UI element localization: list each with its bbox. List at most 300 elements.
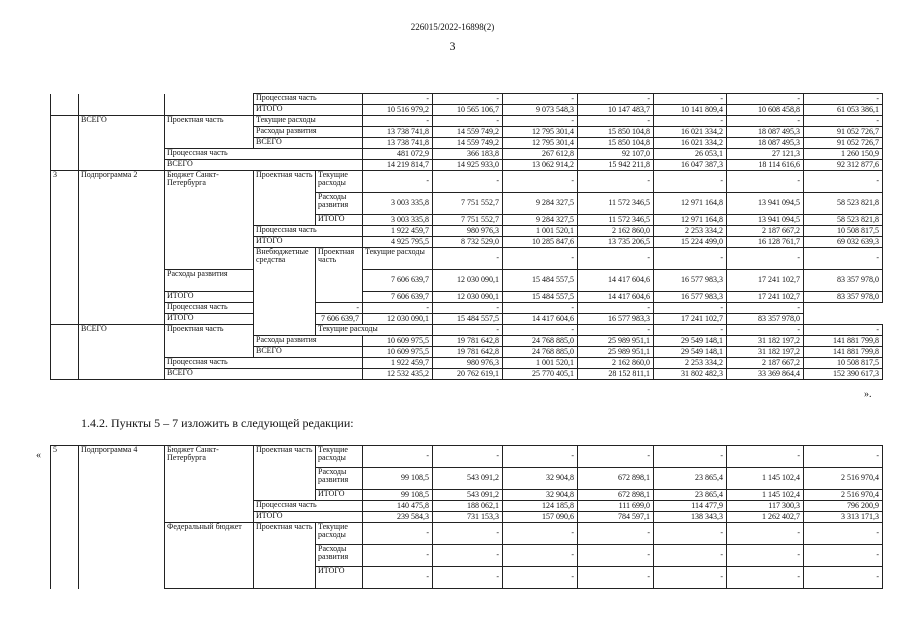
value-cell: 31 182 197,2 <box>727 336 804 347</box>
label-cell: Проектная часть <box>254 171 316 226</box>
value-cell: 141 881 799,8 <box>804 347 883 358</box>
value-cell: 15 850 104,8 <box>578 127 654 138</box>
table-row <box>51 446 883 468</box>
label-cell: Текущие расходы <box>363 248 433 270</box>
label-cell: Проектная часть <box>165 325 254 358</box>
value-cell: 7 751 552,7 <box>433 193 503 215</box>
value-cell: 2 253 334,2 <box>654 226 727 237</box>
label-cell <box>51 138 79 149</box>
value-cell: - <box>578 567 654 589</box>
label-cell <box>79 94 165 105</box>
closing-quote: ». <box>864 389 872 400</box>
label-cell <box>79 215 165 226</box>
value-cell: 24 768 885,0 <box>503 336 578 347</box>
value-cell: 91 052 726,7 <box>804 127 883 138</box>
value-cell: - <box>433 248 503 270</box>
value-cell: - <box>804 325 883 336</box>
value-cell: 7 606 639,7 <box>363 292 433 303</box>
value-cell: - <box>363 116 433 127</box>
value-cell: 27 121,3 <box>727 149 804 160</box>
label-cell: Проектная часть <box>165 116 254 149</box>
value-cell: 20 762 619,1 <box>433 369 503 380</box>
value-cell: - <box>804 446 883 468</box>
label-cell <box>79 303 165 314</box>
value-cell: 23 865,4 <box>654 468 727 490</box>
value-cell: 2 516 970,4 <box>804 490 883 501</box>
value-cell: 10 565 106,7 <box>433 105 503 116</box>
value-cell: 11 572 346,5 <box>578 215 654 226</box>
label-cell: Текущие расходы <box>316 325 433 336</box>
value-cell: - <box>578 446 654 468</box>
label-cell <box>51 237 79 248</box>
value-cell: 543 091,2 <box>433 490 503 501</box>
value-cell: - <box>363 171 433 193</box>
label-cell <box>51 94 79 105</box>
value-cell: - <box>363 567 433 589</box>
value-cell: 2 253 334,2 <box>654 358 727 369</box>
table-row <box>51 149 883 160</box>
value-cell: 26 053,1 <box>654 149 727 160</box>
value-cell: 2 516 970,4 <box>804 468 883 490</box>
label-cell: Проектная часть <box>254 523 316 589</box>
value-cell: - <box>654 545 727 567</box>
label-cell: ВСЕГО <box>79 116 165 127</box>
value-cell: - <box>363 545 433 567</box>
value-cell: 1 001 520,1 <box>503 226 578 237</box>
label-cell <box>79 149 165 160</box>
label-cell <box>51 347 79 358</box>
value-cell: 267 612,8 <box>503 149 578 160</box>
table-row <box>51 292 883 303</box>
label-cell <box>51 358 79 369</box>
label-cell: Расходы развития <box>316 193 363 215</box>
value-cell: - <box>804 545 883 567</box>
label-cell: ИТОГО <box>316 490 363 501</box>
label-cell: ИТОГО <box>165 314 316 325</box>
value-cell: - <box>433 116 503 127</box>
label-cell <box>51 468 79 490</box>
value-cell: - <box>804 523 883 545</box>
value-cell: - <box>363 303 433 314</box>
label-cell <box>51 116 79 127</box>
value-cell: - <box>503 116 578 127</box>
label-cell: Проектная часть <box>254 446 316 501</box>
value-cell: 12 030 090,1 <box>433 270 503 292</box>
value-cell: - <box>578 94 654 105</box>
value-cell: 14 417 604,6 <box>503 314 578 325</box>
value-cell: - <box>578 545 654 567</box>
label-cell: Расходы развития <box>165 270 254 292</box>
label-cell: Процессная часть <box>254 94 363 105</box>
label-cell: Процессная часть <box>165 358 363 369</box>
label-cell: ВСЕГО <box>254 138 363 149</box>
value-cell: - <box>578 248 654 270</box>
value-cell: 152 390 617,3 <box>804 369 883 380</box>
label-cell <box>51 501 79 512</box>
value-cell: 29 549 148,1 <box>654 347 727 358</box>
value-cell: 92 107,0 <box>578 149 654 160</box>
value-cell: - <box>727 171 804 193</box>
value-cell: - <box>654 446 727 468</box>
value-cell: 83 357 978,0 <box>727 314 804 325</box>
value-cell: - <box>503 94 578 105</box>
value-cell: - <box>578 325 654 336</box>
value-cell: 117 300,3 <box>727 501 804 512</box>
label-cell: Процессная часть <box>254 226 363 237</box>
lower-financing-table <box>50 445 883 589</box>
table-row <box>51 369 883 380</box>
label-cell <box>79 567 165 589</box>
label-cell: Федеральный бюджет <box>165 523 254 589</box>
upper-financing-table <box>50 93 883 380</box>
label-cell <box>79 468 165 490</box>
value-cell: 16 577 983,3 <box>654 270 727 292</box>
value-cell: 124 185,8 <box>503 501 578 512</box>
value-cell: - <box>433 523 503 545</box>
label-cell <box>79 314 165 325</box>
label-cell: Бюджет Санкт-Петербурга <box>165 446 254 523</box>
value-cell: 92 312 877,6 <box>804 160 883 171</box>
value-cell: 18 114 616,6 <box>727 160 804 171</box>
value-cell: - <box>503 171 578 193</box>
value-cell: 672 898,1 <box>578 468 654 490</box>
label-cell <box>51 292 79 303</box>
label-cell <box>79 369 165 380</box>
label-cell <box>79 523 165 545</box>
value-cell: 24 768 885,0 <box>503 347 578 358</box>
label-cell <box>51 215 79 226</box>
value-cell: - <box>654 171 727 193</box>
value-cell: - <box>503 303 578 314</box>
value-cell: 33 369 864,4 <box>727 369 804 380</box>
value-cell: 1 145 102,4 <box>727 468 804 490</box>
value-cell: 28 152 811,1 <box>578 369 654 380</box>
value-cell: - <box>654 303 727 314</box>
value-cell: 1 262 402,7 <box>727 512 804 523</box>
value-cell: 16 021 334,2 <box>654 138 727 149</box>
value-cell: 12 795 301,4 <box>503 138 578 149</box>
label-cell <box>51 523 79 545</box>
value-cell: - <box>654 116 727 127</box>
label-cell: Расходы развития <box>254 336 363 347</box>
value-cell: 2 187 667,2 <box>727 226 804 237</box>
value-cell: - <box>727 94 804 105</box>
label-cell <box>51 226 79 237</box>
value-cell: - <box>727 545 804 567</box>
value-cell: 114 477,9 <box>654 501 727 512</box>
value-cell: - <box>433 303 503 314</box>
label-cell <box>51 545 79 567</box>
label-cell: ИТОГО <box>165 292 254 303</box>
label-cell: ВСЕГО <box>79 325 165 336</box>
label-cell <box>79 292 165 303</box>
table-row <box>51 160 883 171</box>
value-cell: 157 090,6 <box>503 512 578 523</box>
label-cell: ИТОГО <box>316 567 363 589</box>
value-cell: 3 003 335,8 <box>363 193 433 215</box>
value-cell: 111 699,0 <box>578 501 654 512</box>
label-cell <box>79 248 165 270</box>
label-cell: Процессная часть <box>254 501 363 512</box>
value-cell: 543 091,2 <box>433 468 503 490</box>
value-cell: 29 549 148,1 <box>654 336 727 347</box>
value-cell: 12 532 435,2 <box>363 369 433 380</box>
value-cell: 15 942 211,8 <box>578 160 654 171</box>
value-cell: 14 417 604,6 <box>578 292 654 303</box>
value-cell: 13 062 914,2 <box>503 160 578 171</box>
value-cell: 8 732 529,0 <box>433 237 503 248</box>
label-cell <box>51 248 79 270</box>
value-cell: 31 182 197,2 <box>727 347 804 358</box>
label-cell <box>51 369 79 380</box>
value-cell: - <box>578 171 654 193</box>
value-cell: - <box>503 545 578 567</box>
label-cell: ИТОГО <box>254 105 363 116</box>
value-cell: 9 284 327,5 <box>503 215 578 226</box>
value-cell: 3 003 335,8 <box>363 215 433 226</box>
label-cell: ИТОГО <box>254 237 363 248</box>
value-cell: 10 147 483,7 <box>578 105 654 116</box>
value-cell: - <box>727 567 804 589</box>
value-cell: 980 976,3 <box>433 358 503 369</box>
value-cell: 2 187 667,2 <box>727 358 804 369</box>
value-cell: 796 200,9 <box>804 501 883 512</box>
label-cell <box>79 193 165 215</box>
label-cell <box>79 226 165 237</box>
value-cell: 19 781 642,8 <box>433 347 503 358</box>
table-row <box>51 314 883 325</box>
label-cell: Текущие расходы <box>316 523 363 545</box>
value-cell: 17 241 102,7 <box>654 314 727 325</box>
value-cell: 138 343,3 <box>654 512 727 523</box>
table-row <box>51 523 883 545</box>
label-cell <box>79 138 165 149</box>
value-cell: 10 508 817,5 <box>804 226 883 237</box>
label-cell <box>79 270 165 292</box>
table-row <box>51 116 883 127</box>
value-cell: - <box>727 248 804 270</box>
value-cell: - <box>433 446 503 468</box>
page-number: 3 <box>449 39 456 53</box>
value-cell: - <box>654 248 727 270</box>
label-cell <box>51 127 79 138</box>
value-cell: 14 559 749,2 <box>433 127 503 138</box>
value-cell: - <box>433 325 503 336</box>
value-cell: 16 577 983,3 <box>654 292 727 303</box>
label-cell: Текущие расходы <box>254 116 363 127</box>
value-cell: 19 781 642,8 <box>433 336 503 347</box>
label-cell: ИТОГО <box>316 215 363 226</box>
label-cell <box>165 105 254 116</box>
value-cell: 58 523 821,8 <box>804 193 883 215</box>
value-cell: 69 032 639,3 <box>804 237 883 248</box>
table-row <box>51 358 883 369</box>
value-cell: - <box>578 116 654 127</box>
value-cell: 481 072,9 <box>363 149 433 160</box>
value-cell: 12 030 090,1 <box>433 292 503 303</box>
value-cell: - <box>727 523 804 545</box>
value-cell: 32 904,8 <box>503 468 578 490</box>
value-cell: - <box>433 94 503 105</box>
label-cell <box>51 149 79 160</box>
label-cell <box>51 160 79 171</box>
value-cell: - <box>578 523 654 545</box>
value-cell: 980 976,3 <box>433 226 503 237</box>
value-cell: 11 572 346,5 <box>578 193 654 215</box>
label-cell <box>79 501 165 512</box>
value-cell: 239 584,3 <box>363 512 433 523</box>
label-cell <box>79 545 165 567</box>
value-cell: 32 904,8 <box>503 490 578 501</box>
value-cell: - <box>654 325 727 336</box>
value-cell: - <box>804 248 883 270</box>
value-cell: 1 922 459,7 <box>363 358 433 369</box>
label-cell <box>51 314 79 325</box>
value-cell: 141 881 799,8 <box>804 336 883 347</box>
label-cell <box>79 336 165 347</box>
label-cell: ВСЕГО <box>254 347 363 358</box>
label-cell <box>165 94 254 105</box>
value-cell: 18 087 495,3 <box>727 127 804 138</box>
value-cell: - <box>654 523 727 545</box>
label-cell <box>51 193 79 215</box>
label-cell <box>79 347 165 358</box>
value-cell: 13 941 094,5 <box>727 215 804 226</box>
value-cell: 16 577 983,3 <box>578 314 654 325</box>
label-cell <box>51 270 79 292</box>
value-cell: 3 313 171,3 <box>804 512 883 523</box>
opening-quote: « <box>36 450 41 461</box>
value-cell: 16 021 334,2 <box>654 127 727 138</box>
value-cell: - <box>503 248 578 270</box>
value-cell: 731 153,3 <box>433 512 503 523</box>
value-cell: 12 971 164,8 <box>654 215 727 226</box>
label-cell <box>51 105 79 116</box>
label-cell <box>51 303 79 314</box>
table-row <box>51 105 883 116</box>
value-cell: - <box>727 116 804 127</box>
value-cell: 14 219 814,7 <box>363 160 433 171</box>
value-cell: 140 475,8 <box>363 501 433 512</box>
value-cell: - <box>804 171 883 193</box>
value-cell: 23 865,4 <box>654 490 727 501</box>
value-cell: - <box>654 567 727 589</box>
value-cell: - <box>433 545 503 567</box>
value-cell: 188 062,1 <box>433 501 503 512</box>
label-cell: ВСЕГО <box>165 369 363 380</box>
value-cell: 58 523 821,8 <box>804 215 883 226</box>
label-cell <box>51 567 79 589</box>
table-row <box>51 303 883 314</box>
value-cell: 1 260 150,9 <box>804 149 883 160</box>
value-cell: 61 053 386,1 <box>804 105 883 116</box>
label-cell: ВСЕГО <box>165 160 363 171</box>
value-cell: 4 925 795,5 <box>363 237 433 248</box>
value-cell: 25 989 951,1 <box>578 336 654 347</box>
value-cell: 83 357 978,0 <box>804 270 883 292</box>
value-cell: 14 559 749,2 <box>433 138 503 149</box>
value-cell: 13 735 206,5 <box>578 237 654 248</box>
label-cell: Расходы развития <box>316 545 363 567</box>
value-cell: 9 284 327,5 <box>503 193 578 215</box>
label-cell <box>79 105 165 116</box>
label-cell: Бюджет Санкт-Петербурга <box>165 171 254 270</box>
table-row <box>51 270 883 292</box>
value-cell: 1 001 520,1 <box>503 358 578 369</box>
document-number: 226015/2022-16898(2) <box>410 22 495 32</box>
label-cell: 3 <box>51 171 79 193</box>
value-cell: 10 285 847,6 <box>503 237 578 248</box>
value-cell: - <box>727 325 804 336</box>
table-row <box>51 325 883 336</box>
value-cell: 7 606 639,7 <box>363 270 433 292</box>
value-cell: - <box>433 171 503 193</box>
value-cell: - <box>363 94 433 105</box>
label-cell: Внебюджетные средства <box>254 248 316 336</box>
label-cell <box>79 358 165 369</box>
label-cell: Процессная часть <box>165 149 363 160</box>
value-cell: 10 508 817,5 <box>804 358 883 369</box>
value-cell: - <box>727 303 804 314</box>
value-cell: 10 141 809,4 <box>654 105 727 116</box>
label-cell: Процессная часть <box>165 303 316 314</box>
value-cell: 12 030 090,1 <box>363 314 433 325</box>
label-cell <box>51 325 79 336</box>
value-cell: - <box>503 523 578 545</box>
value-cell: 2 162 860,0 <box>578 226 654 237</box>
value-cell: 7 751 552,7 <box>433 215 503 226</box>
value-cell: 31 802 482,3 <box>654 369 727 380</box>
section-paragraph: 1.4.2. Пункты 5 – 7 изложить в следующей редакции: <box>81 416 354 430</box>
label-cell <box>79 490 165 501</box>
value-cell: 7 606 639,7 <box>316 314 363 325</box>
label-cell: ИТОГО <box>254 512 363 523</box>
label-cell: Расходы развития <box>254 127 363 138</box>
value-cell: 10 516 979,2 <box>363 105 433 116</box>
value-cell: 25 770 405,1 <box>503 369 578 380</box>
value-cell: 15 850 104,8 <box>578 138 654 149</box>
value-cell: - <box>316 303 363 314</box>
value-cell: - <box>363 446 433 468</box>
value-cell: 672 898,1 <box>578 490 654 501</box>
value-cell: 13 738 741,8 <box>363 127 433 138</box>
value-cell: 25 989 951,1 <box>578 347 654 358</box>
label-cell: Подпрограмма 4 <box>79 446 165 468</box>
label-cell <box>79 160 165 171</box>
label-cell <box>79 512 165 523</box>
label-cell <box>79 237 165 248</box>
value-cell: 83 357 978,0 <box>804 292 883 303</box>
value-cell: 1 922 459,7 <box>363 226 433 237</box>
label-cell <box>51 490 79 501</box>
value-cell: 99 108,5 <box>363 468 433 490</box>
value-cell: 14 925 933,0 <box>433 160 503 171</box>
value-cell: - <box>578 303 654 314</box>
value-cell: 17 241 102,7 <box>727 292 804 303</box>
value-cell: - <box>363 523 433 545</box>
value-cell: 15 484 557,5 <box>433 314 503 325</box>
value-cell: 1 145 102,4 <box>727 490 804 501</box>
value-cell: 2 162 860,0 <box>578 358 654 369</box>
label-cell <box>51 336 79 347</box>
value-cell: 10 608 458,8 <box>727 105 804 116</box>
label-cell: Текущие расходы <box>316 171 363 193</box>
value-cell: 17 241 102,7 <box>727 270 804 292</box>
table-row <box>51 171 883 193</box>
label-cell <box>79 127 165 138</box>
label-cell: Подпрограмма 2 <box>79 171 165 193</box>
label-cell <box>51 512 79 523</box>
